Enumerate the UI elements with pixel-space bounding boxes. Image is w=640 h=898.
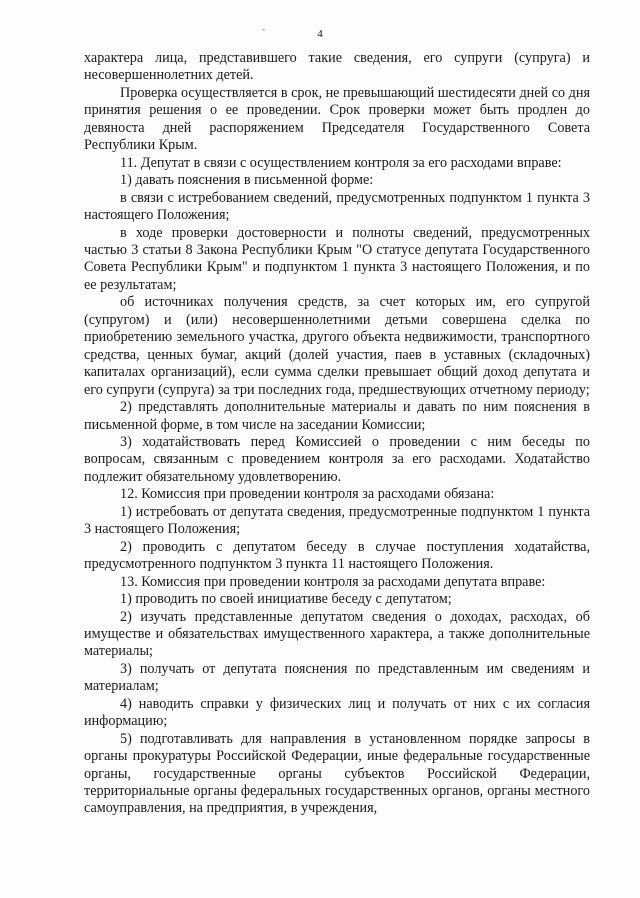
paragraph: 2) представлять дополнительные материалы и давать по ним пояснения в письменной форме, в том числе на заседании Комиссии; [84, 399, 590, 433]
scan-mark: - [262, 24, 265, 34]
page-number: 4 [317, 28, 323, 40]
paragraph: в связи с истребованием сведений, предусмотренных подпунктом 1 пункта 3 настоящего Положения; [84, 189, 590, 224]
paragraph: 5) подготавливать для направления в установленном порядке запросы в органы прокуратуры Российской Федерации, иные федеральные государственные органы, государственные органы субъектов Российской Федерации, территориальные органы федеральных государственных органов, органы местного самоуправления, на предприятия, в учреждения, [84, 730, 590, 817]
paragraph: 1) проводить по своей инициативе беседу с депутатом; [120, 591, 452, 608]
paragraph: 2) изучать представленные депутатом сведения о доходах, расходах, об имуществе и обязательствах имущественного характера, а также дополнительные материалы; [84, 608, 590, 660]
paragraph: 11. Депутат в связи с осуществлением контроля за его расходами вправе: [120, 154, 562, 171]
paragraph: 1) давать пояснения в письменной форме: [120, 172, 374, 189]
paragraph: 4) наводить справки у физических лиц и получать от них с их согласия информацию; [84, 695, 590, 730]
paragraph: в ходе проверки достоверности и полноты сведений, предусмотренных частью 3 статьи 8 Закона Республики Крым "О статусе депутата Государственного Совета Республики Крым" и подпунктом 1 пункта 3 настоящего Положения, и по ее результатам; [84, 224, 590, 293]
paragraph: 12. Комиссия при проведении контроля за расходами обязана: [120, 486, 495, 503]
paragraph: 3) ходатайствовать перед Комиссией о проведении с ним беседы по вопросам, связанным с проведением контроля за его расходами. Ходатайство подлежит обязательному удовлетворению. [84, 433, 590, 485]
paragraph: Проверка осуществляется в срок, не превышающий шестидесяти дней со дня принятия решения о ее проведении. Срок проверки может быть продлен до девяноста дней распоряжением Председателя Государственного Совета Республики Крым. [84, 84, 590, 154]
document-body [84, 50, 590, 818]
paragraph: 13. Комиссия при проведении контроля за расходами депутата вправе: [120, 573, 546, 590]
paragraph: об источниках получения средств, за счет которых им, его супругой (супругом) и (или) несовершеннолетними детьми совершена сделка по приобретению земельного участка, другого объекта недвижимости, транспортного средства, ценных бумаг, акций (долей участия, паев в уставных (складочных) капиталах организаций), если сумма сделки превышает общий доход депутата и его супруги (супруга) за три последних года, предшествующих отчетному периоду; [84, 294, 590, 398]
paragraph: 3) получать от депутата пояснения по представленным им сведениям и материалам; [84, 660, 590, 695]
paragraph: 2) проводить с депутатом беседу в случае поступления ходатайства, предусмотренного подпунктом 3 пункта 11 настоящего Положения. [84, 538, 590, 573]
paragraph: характера лица, представившего такие сведения, его супруги (супруга) и несовершеннолетних детей. [84, 50, 590, 84]
paragraph: 1) истребовать от депутата сведения, предусмотренные подпунктом 1 пункта 3 настоящего Положения; [84, 503, 590, 538]
